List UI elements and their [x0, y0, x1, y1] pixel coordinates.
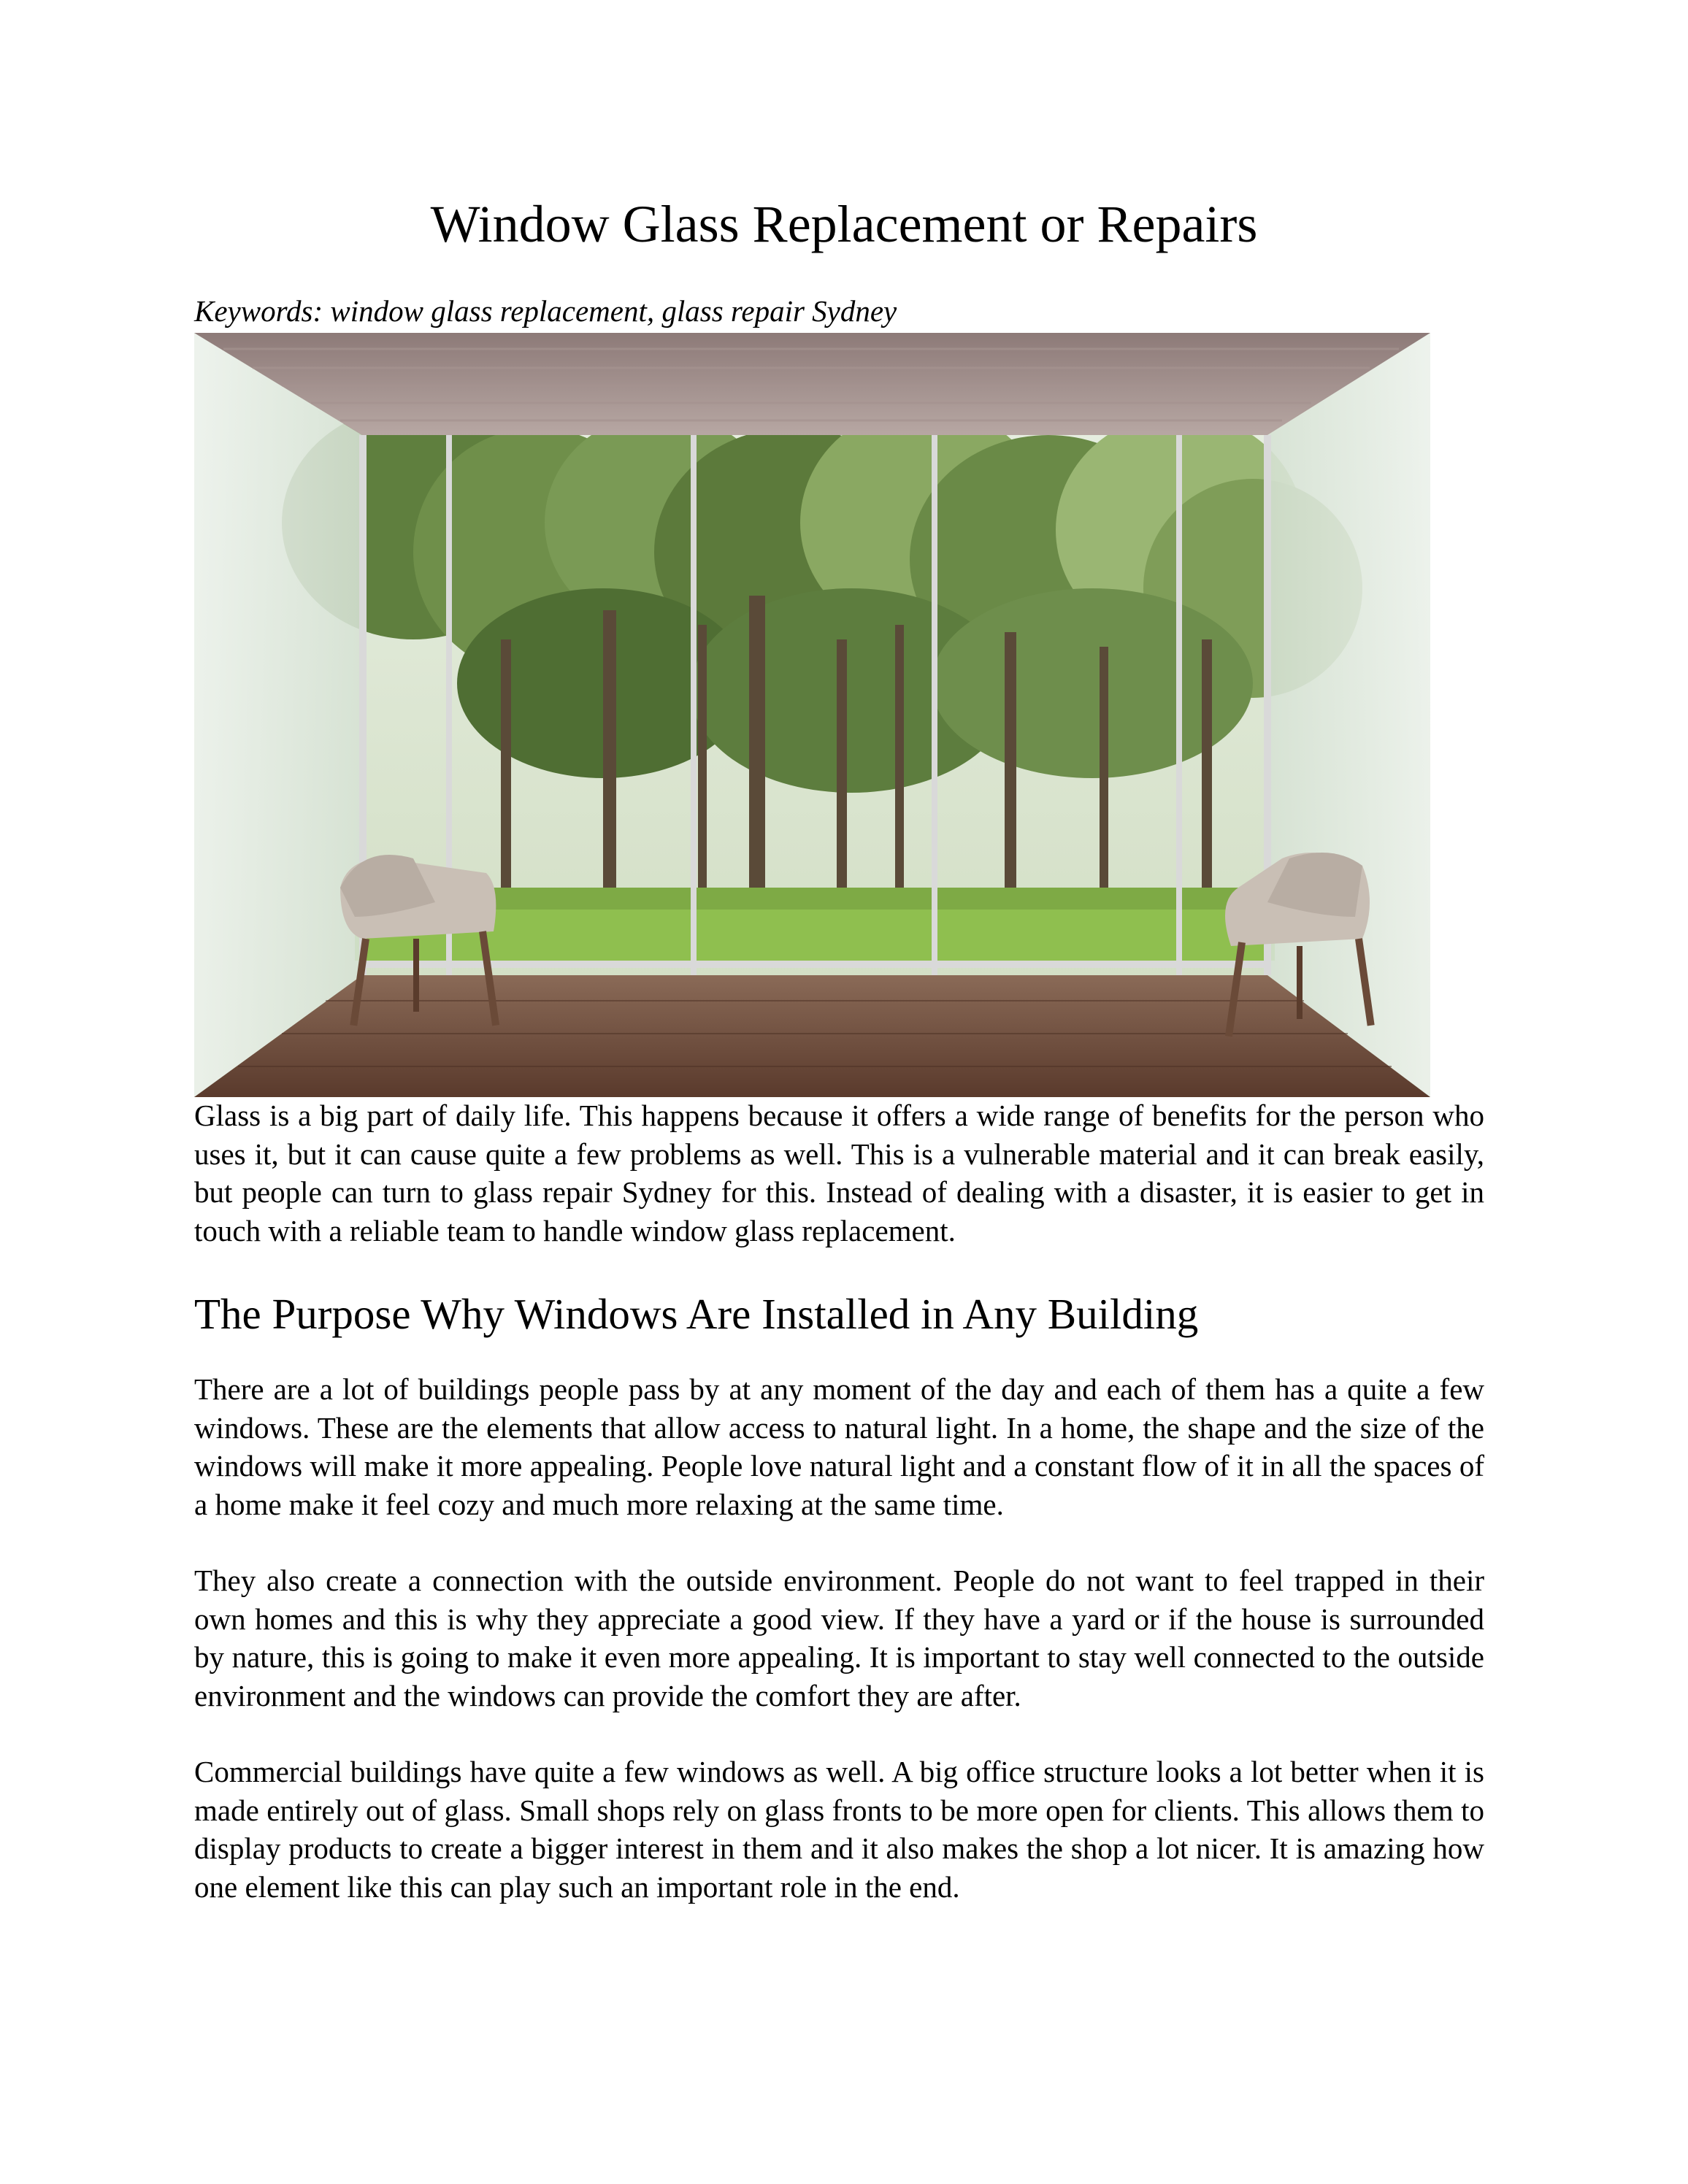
hero-image [194, 333, 1430, 1097]
intro-paragraph: Glass is a big part of daily life. This happens because it offers a wide range of benefits for the person who uses it, but it can cause quite a few problems as well. This is a vulnerable material and it can break easily, but people can turn to glass repair Sydney for this. Instead of dealing with a disaster, it is easier to get in touch with a reliable team to handle window glass replacement. [194, 1099, 1484, 1247]
paragraph-outside-connection: They also create a connection with the outside environment. People do not want to feel trapped in their own homes and this is why they appreciate a good view. If they have a yard or if the house is surrounded by nature, this is going to make it even more appealing. It is important to stay well connected to the outside environment and the windows can provide the comfort they are after. [194, 1564, 1484, 1712]
keywords-line: Keywords: window glass replacement, glass repair Sydney [194, 294, 897, 328]
section-heading: The Purpose Why Windows Are Installed in Any Building [194, 1290, 1199, 1338]
paragraph-commercial-buildings: Commercial buildings have quite a few windows as well. A big office structure looks a lot better when it is made entirely out of glass. Small shops rely on glass fronts to be more open for clients. This allows them to display products to create a bigger interest in them and it also makes the shop a lot nicer. It is amazing how one element like this can play such an important role in the end. [194, 1755, 1484, 1904]
left-glass-wall [194, 333, 362, 1097]
paragraph-natural-light: There are a lot of buildings people pass by at any moment of the day and each of them has a quite a few windows. These are the elements that allow access to natural light. In a home, the shape and the size of the windows will make it more appealing. People love natural light and a constant flow of it in all the spaces of a home make it feel cozy and much more relaxing at the same time. [194, 1372, 1484, 1521]
page-title: Window Glass Replacement or Repairs [430, 195, 1258, 253]
wood-floor [194, 975, 1430, 1097]
right-glass-wall [1267, 333, 1430, 1097]
